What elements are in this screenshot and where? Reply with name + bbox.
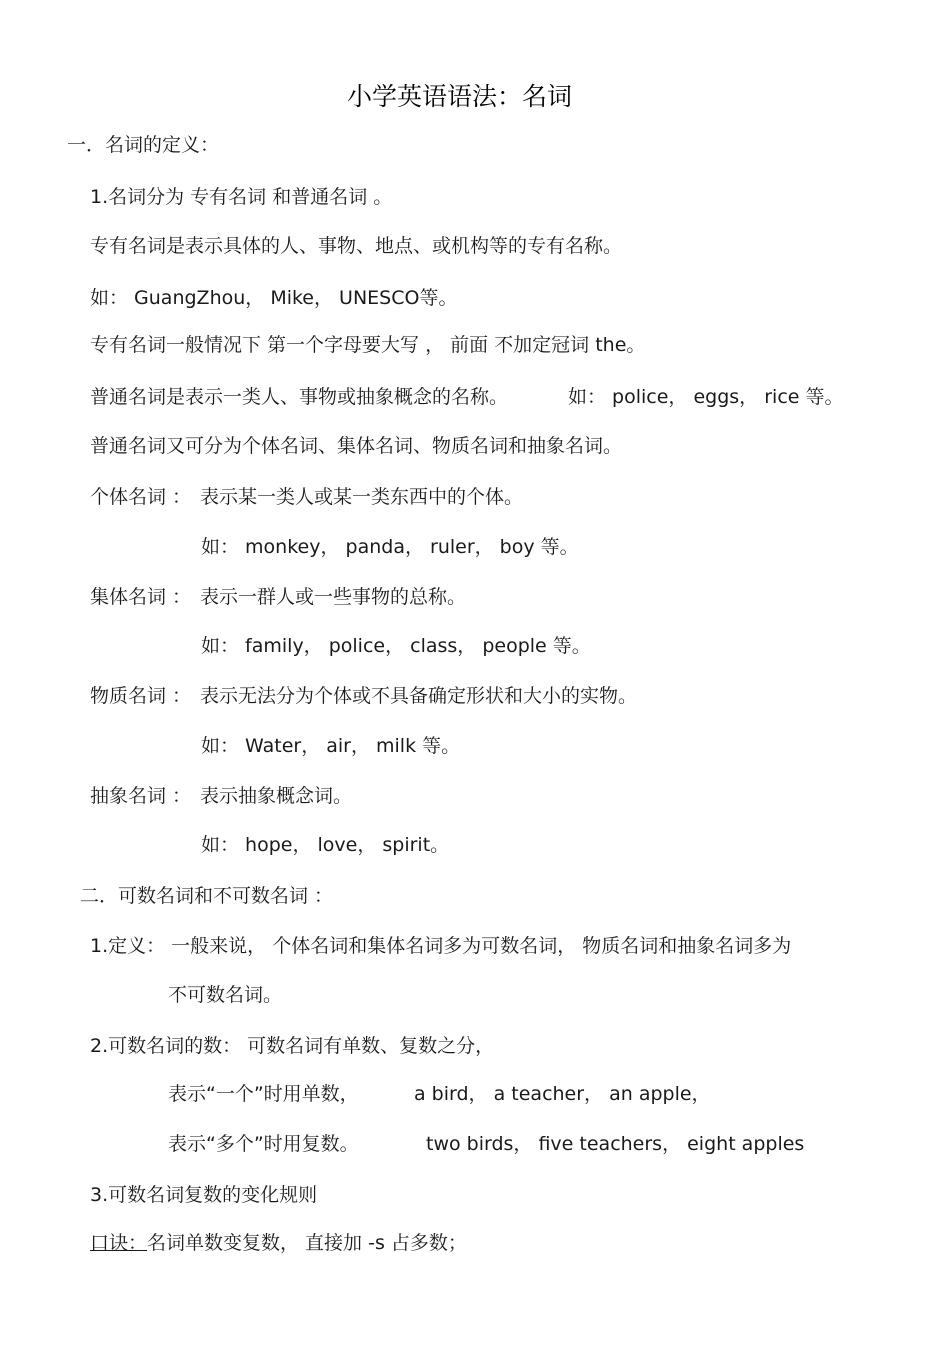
mnemonic-label: 口诀： xyxy=(90,1232,148,1254)
category-label: 个体名词 ： xyxy=(90,486,192,508)
category-line xyxy=(90,684,637,708)
category-line xyxy=(90,485,523,509)
text-line: 专有名词一般情况下 第一个字母要大写 ， 前面 不加定冠词 the。 xyxy=(90,334,646,356)
text-line: 1.名词分为 专有名词 和普通名词 。 xyxy=(90,186,393,208)
category-example: 如： family， police， class， people 等。 xyxy=(201,635,591,657)
text-line: 3.可数名词复数的变化规则 xyxy=(90,1184,318,1206)
example-line xyxy=(168,1082,711,1106)
category-definition: 表示无法分为个体或不具备确定形状和大小的实物。 xyxy=(200,685,638,707)
section-heading-definition: 一．名词的定义： xyxy=(67,134,220,156)
singular-examples: a bird， a teacher， an apple， xyxy=(414,1083,711,1105)
category-definition: 表示抽象概念词。 xyxy=(200,785,353,807)
category-label: 集体名词 ： xyxy=(90,586,192,608)
common-noun-definition: 普通名词是表示一类人、事物或抽象概念的名称。 xyxy=(90,386,509,408)
example-line: 如： GuangZhou， Mike， UNESCO等。 xyxy=(90,287,458,309)
example-line xyxy=(168,1132,804,1156)
category-line xyxy=(90,784,352,808)
category-example: 如： hope， love， spirit。 xyxy=(201,834,450,856)
mnemonic-text: 名词单数变复数， 直接加 -s 占多数； xyxy=(147,1232,467,1254)
text-line: 1.定义： 一般来说， 个体名词和集体名词多为可数名词， 物质名词和抽象名词多为 xyxy=(90,935,792,957)
plural-rule: 表示“多个”时用复数。 xyxy=(168,1133,359,1155)
mnemonic-line xyxy=(90,1231,467,1255)
category-definition: 表示一群人或一些事物的总称。 xyxy=(200,586,467,608)
page-title: 小学英语语法：名词 xyxy=(347,82,573,111)
text-line: 专有名词是表示具体的人、事物、地点、或机构等的专有名称。 xyxy=(90,235,623,257)
text-line: 不可数名词。 xyxy=(168,984,283,1006)
text-line xyxy=(90,385,844,409)
plural-examples: two birds， five teachers， eight apples xyxy=(426,1133,805,1155)
category-example: 如： monkey， panda， ruler， boy 等。 xyxy=(201,536,579,558)
category-definition: 表示某一类人或某一类东西中的个体。 xyxy=(200,486,524,508)
category-line xyxy=(90,585,466,609)
category-example: 如： Water， air， milk 等。 xyxy=(201,735,461,757)
category-label: 物质名词 ： xyxy=(90,685,192,707)
text-line: 普通名词又可分为个体名词、集体名词、物质名词和抽象名词。 xyxy=(90,435,623,457)
text-line: 2.可数名词的数： 可数名词有单数、复数之分， xyxy=(90,1035,495,1057)
section-heading-countable: 二．可数名词和不可数名词 ： xyxy=(80,885,334,907)
singular-rule: 表示“一个”时用单数， xyxy=(168,1083,359,1105)
common-noun-examples: 如： police， eggs， rice 等。 xyxy=(568,386,844,408)
category-label: 抽象名词 ： xyxy=(90,785,192,807)
